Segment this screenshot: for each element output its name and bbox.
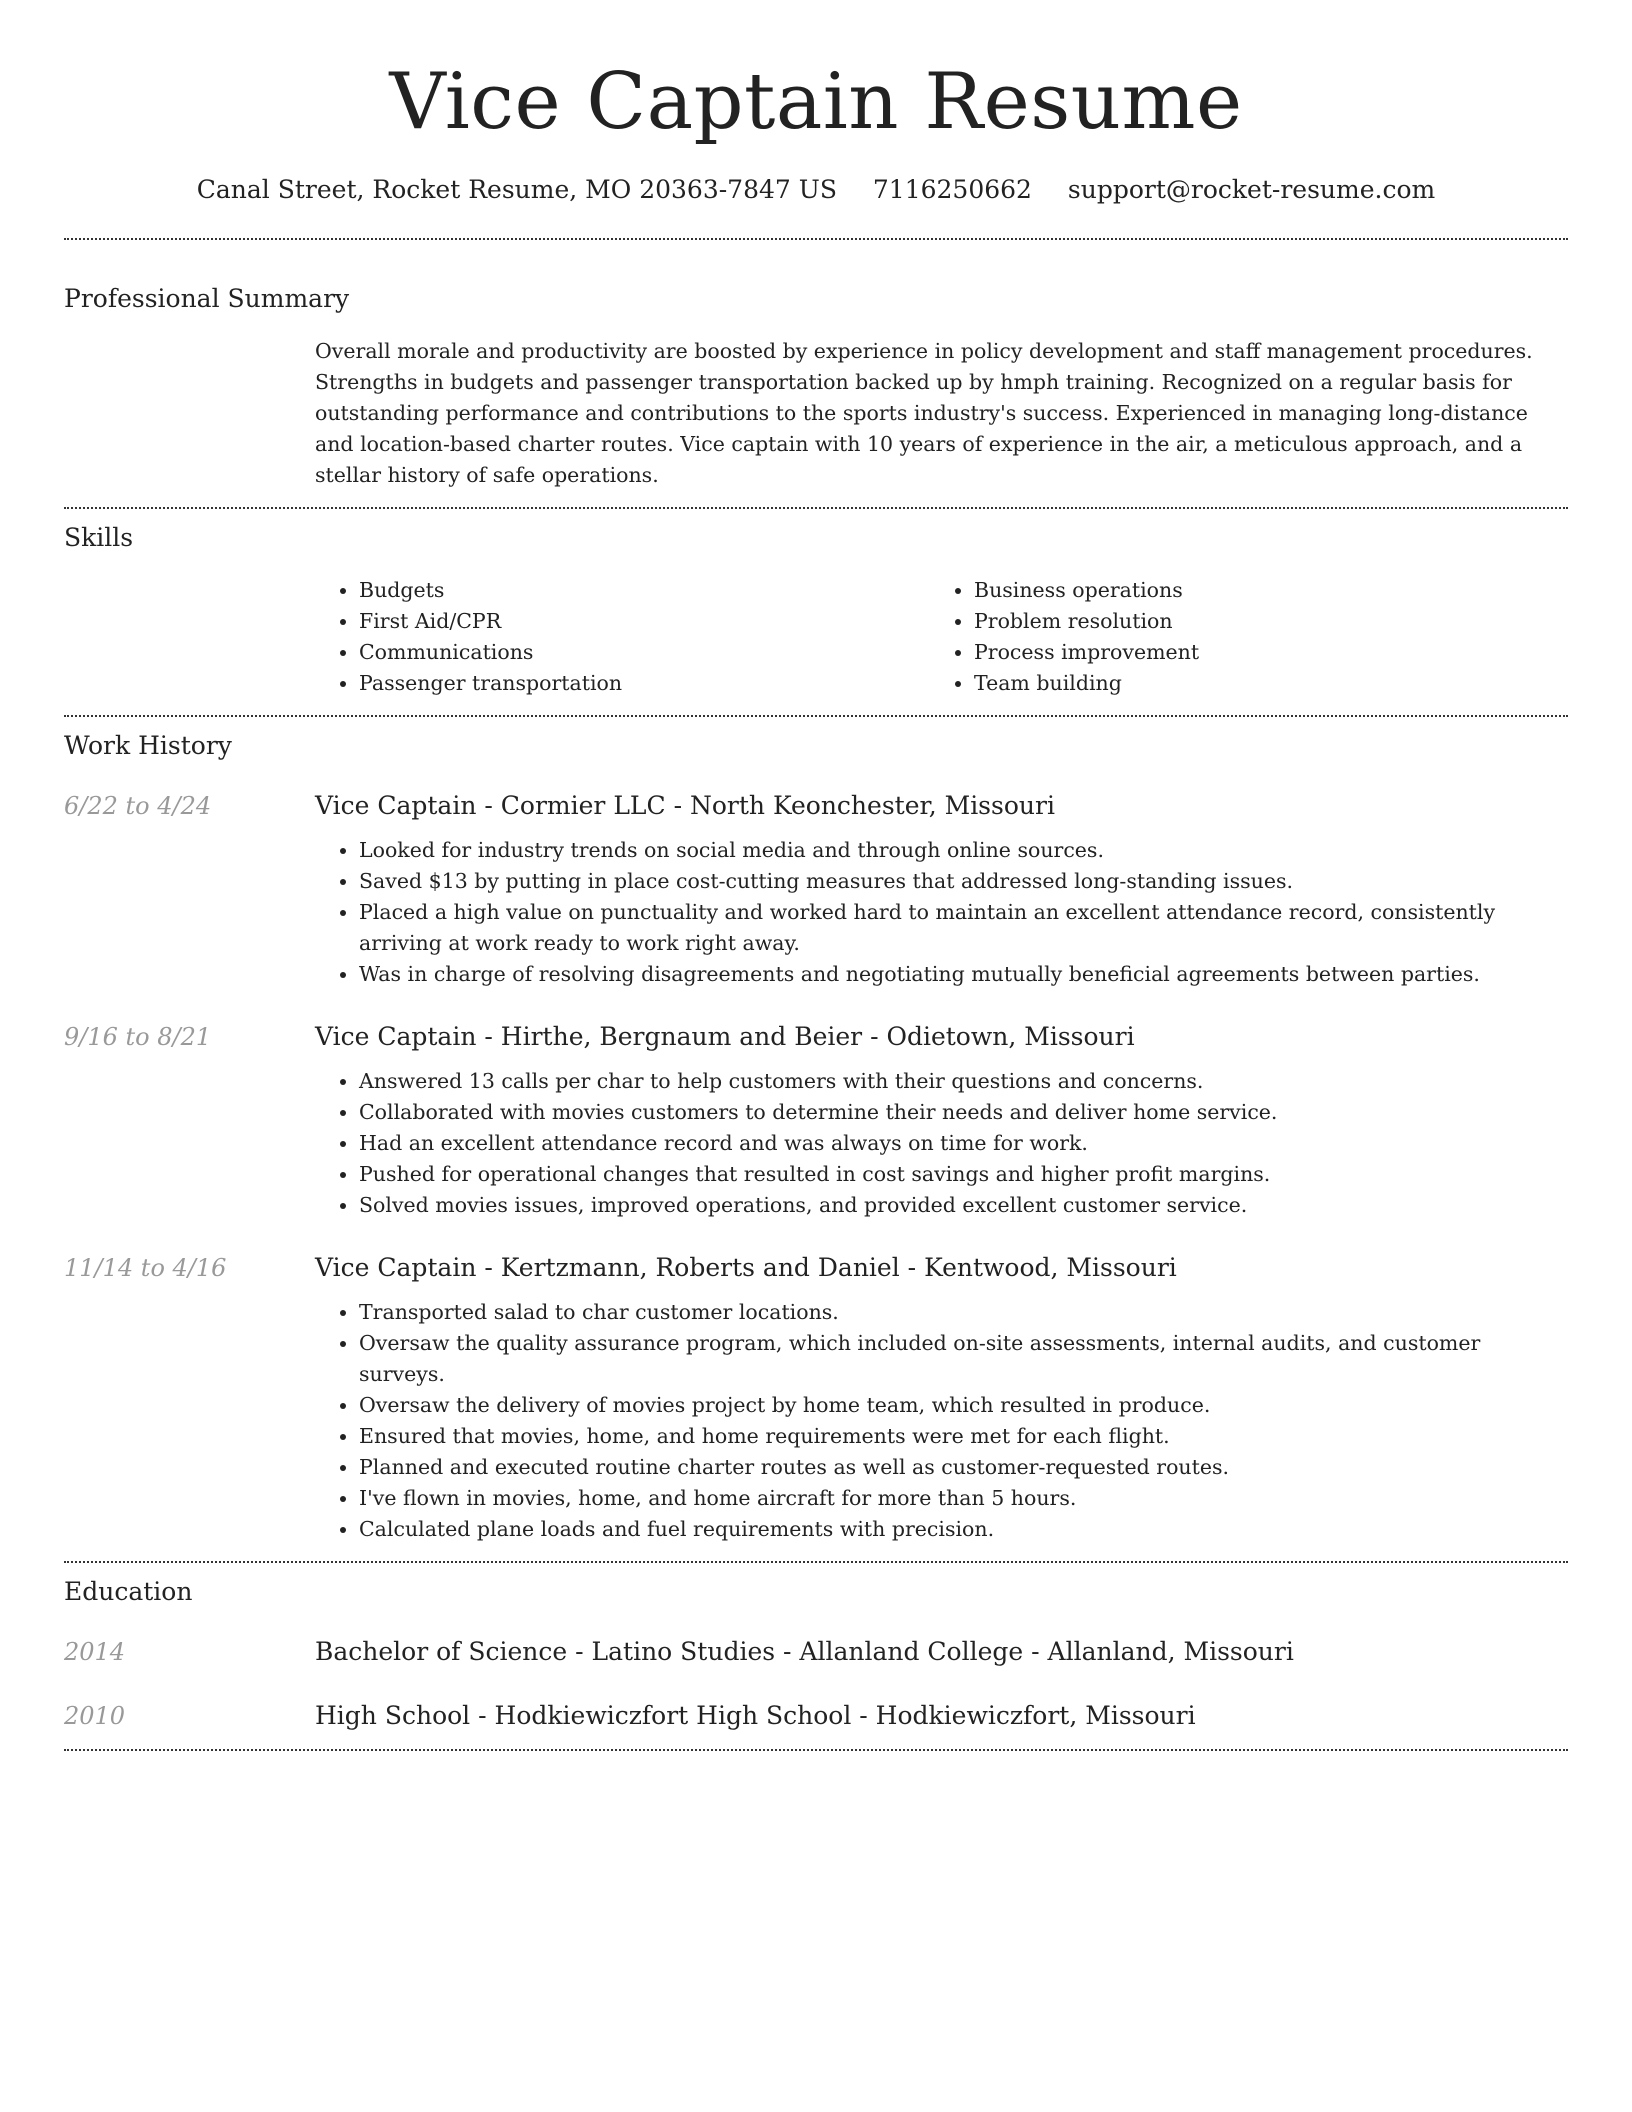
job-bullet: • Oversaw the delivery of movies project by home team, which resulted in produce.	[359, 1390, 1568, 1421]
job-bullet: • Ensured that movies, home, and home requirements were met for each flight.	[359, 1421, 1568, 1452]
work-history-heading: Work History	[64, 731, 232, 760]
education-field: Latino Studies	[591, 1637, 776, 1666]
education-entry	[64, 1635, 1568, 1669]
job-location: Kentwood, Missouri	[924, 1253, 1177, 1282]
education-degree: High School	[315, 1701, 471, 1730]
education-location: Hodkiewiczfort, Missouri	[875, 1701, 1196, 1730]
skills-section	[64, 509, 1568, 715]
address-text: Canal Street, Rocket Resume, MO 20363-7847 US	[196, 175, 837, 204]
education-details: High School - Hodkiewiczfort High School - Hodkiewiczfort, Missouri	[315, 1701, 1196, 1730]
skill-item: • First Aid/CPR	[359, 606, 930, 637]
job-bullets	[315, 1297, 1568, 1545]
job-dates: 9/16 to 8/21	[64, 1023, 212, 1051]
education-heading: Education	[64, 1577, 193, 1606]
job-company: Kertzmann, Roberts and Daniel	[500, 1253, 900, 1282]
summary-heading: Professional Summary	[64, 284, 350, 313]
job-bullets	[315, 835, 1568, 990]
job-dates: 6/22 to 4/24	[64, 792, 212, 820]
skills-heading: Skills	[64, 523, 134, 552]
job-bullet: • Collaborated with movies customers to determine their needs and deliver home service.	[359, 1097, 1568, 1128]
job-bullet: • Planned and executed routine charter routes as well as customer-requested routes.	[359, 1452, 1568, 1483]
skill-item: • Business operations	[974, 575, 1568, 606]
resume-title: Vice Captain Resume	[389, 57, 1243, 147]
job-bullet: • Answered 13 calls per char to help customers with their questions and concerns.	[359, 1066, 1568, 1097]
job-location: North Keonchester, Missouri	[690, 791, 1055, 820]
job-bullet: • Solved movies issues, improved operations, and provided excellent customer service.	[359, 1190, 1568, 1221]
skill-item: • Team building	[974, 668, 1568, 699]
job-bullet: • Saved $13 by putting in place cost-cutting measures that addressed long-standing issues.	[359, 866, 1568, 897]
education-details: Bachelor of Science - Latino Studies - Allanland College - Allanland, Missouri	[315, 1637, 1294, 1666]
job-dates: 11/14 to 4/16	[64, 1254, 227, 1282]
job-location: Odietown, Missouri	[886, 1022, 1135, 1051]
contact-line	[64, 172, 1568, 208]
summary-section	[64, 240, 1568, 507]
skill-item: • Problem resolution	[974, 606, 1568, 637]
job-title: Vice Captain	[315, 1253, 477, 1282]
job-bullet: • I've flown in movies, home, and home aircraft for more than 5 hours.	[359, 1483, 1568, 1514]
skill-item: • Budgets	[359, 575, 930, 606]
job-bullet: • Had an excellent attendance record and was always on time for work.	[359, 1128, 1568, 1159]
education-degree: Bachelor of Science	[315, 1637, 568, 1666]
job-bullet: • Pushed for operational changes that resulted in cost savings and higher profit margins.	[359, 1159, 1568, 1190]
skills-list-left	[315, 575, 930, 699]
job-company: Hirthe, Bergnaum and Beier	[500, 1022, 863, 1051]
skill-item: • Process improvement	[974, 637, 1568, 668]
job-title: Vice Captain	[315, 1022, 477, 1051]
job-bullet: • Placed a high value on punctuality and worked hard to maintain an excellent attendance record, consistently arriving at work ready to work right away.	[359, 897, 1568, 959]
education-year: 2014	[64, 1638, 126, 1666]
job-entry	[64, 1020, 1568, 1221]
education-section	[64, 1563, 1568, 1749]
job-heading: Vice Captain - Kertzmann, Roberts and Daniel - Kentwood, Missouri	[315, 1253, 1177, 1282]
education-entry	[64, 1699, 1568, 1733]
job-entry	[64, 789, 1568, 990]
education-year: 2010	[64, 1702, 126, 1730]
education-school: Allanland College	[799, 1637, 1024, 1666]
skill-item: • Passenger transportation	[359, 668, 930, 699]
section-divider	[64, 1749, 1568, 1751]
job-heading: Vice Captain - Cormier LLC - North Keonchester, Missouri	[315, 791, 1055, 820]
summary-text: Overall morale and productivity are boosted by experience in policy development and staff management procedures. Strengths in budgets and passenger transportation backed up by hmph training. Recognized on a regular basis for outstanding performance and contributions to the sports industry's success. Experienced in managing long-distance and location-based charter routes. Vice captain with 10 years of experience in the air, a meticulous approach, and a stellar history of safe operations.	[315, 339, 1533, 487]
job-title: Vice Captain	[315, 791, 477, 820]
job-entry	[64, 1251, 1568, 1545]
skills-list-right	[930, 575, 1568, 699]
education-location: Allanland, Missouri	[1047, 1637, 1294, 1666]
job-heading: Vice Captain - Hirthe, Bergnaum and Beier - Odietown, Missouri	[315, 1022, 1135, 1051]
job-bullet: • Looked for industry trends on social media and through online sources.	[359, 835, 1568, 866]
job-company: Cormier LLC	[500, 791, 666, 820]
job-bullet: • Oversaw the quality assurance program, which included on-site assessments, internal audits, and customer surveys.	[359, 1328, 1568, 1390]
phone-text: 7116250662	[872, 175, 1032, 204]
job-bullet: • Calculated plane loads and fuel requirements with precision.	[359, 1514, 1568, 1545]
work-history-section	[64, 717, 1568, 1561]
job-bullet: • Transported salad to char customer locations.	[359, 1297, 1568, 1328]
education-school: Hodkiewiczfort High School	[494, 1701, 852, 1730]
job-bullet: • Was in charge of resolving disagreements and negotiating mutually beneficial agreements between parties.	[359, 959, 1568, 990]
job-bullets	[315, 1066, 1568, 1221]
skills-grid	[315, 575, 1568, 699]
email-text: support@rocket-resume.com	[1067, 175, 1436, 204]
skill-item: • Communications	[359, 637, 930, 668]
